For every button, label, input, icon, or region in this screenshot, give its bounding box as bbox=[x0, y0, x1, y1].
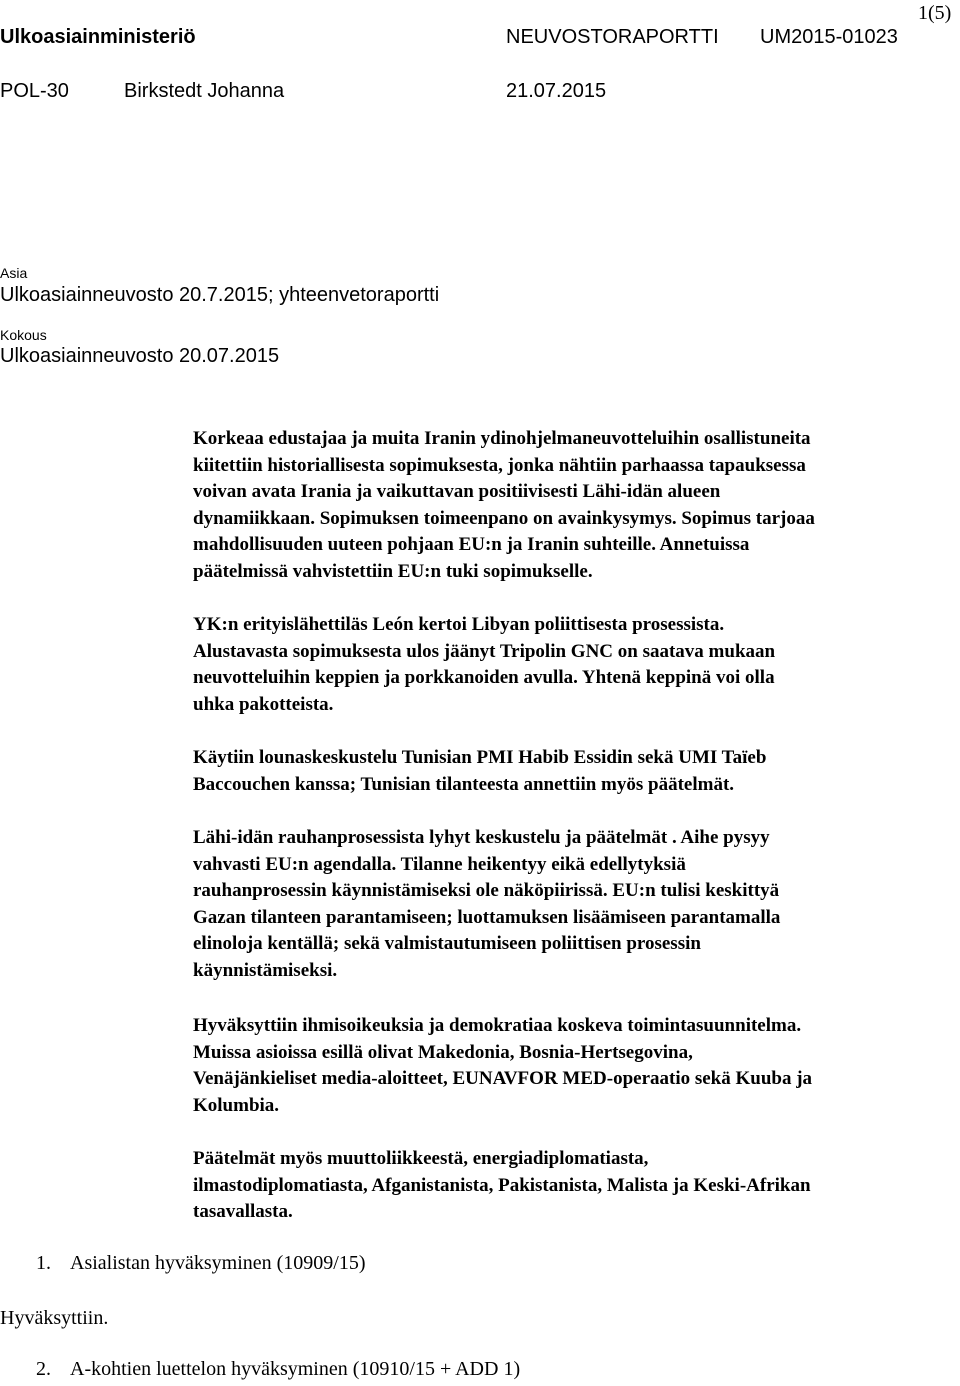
summary-paragraph-tunisia: Käytiin lounaskeskustelu Tunisian PMI Habib Essidin sekä UMI Taïeb Baccouchen kanssa; Tunisian tilanteesta annettiin myös päätelmät. bbox=[193, 747, 767, 795]
organization-name: Ulkoasiainministeriö bbox=[0, 26, 196, 48]
summary-paragraph-human-rights: Hyväksyttiin ihmisoikeuksia ja demokratiaa koskeva toimintasuunnitelma. Muissa asioissa esillä olivat Makedonia, Bosnia-Hertsegovina, Venäjänkieliset media-aloitteet, EUNAVFOR MED-operaatio sekä Kuuba ja Kolumbia. bbox=[193, 1015, 813, 1116]
meeting-value: Ulkoasiainneuvosto 20.07.2015 bbox=[0, 345, 280, 367]
agenda-item-2-title: A-kohtien luettelon hyväksyminen (10910/15 + ADD 1) bbox=[70, 1358, 521, 1380]
summary-paragraph-conclusions: Päätelmät myös muuttoliikkeestä, energiadiplomatiasta, ilmastodiplomatiasta, Afganistanista, Pakistanista, Malista ja Keski-Afrikan tasavallasta. bbox=[193, 1148, 811, 1223]
agenda-item-2-number: 2. bbox=[36, 1358, 51, 1380]
agenda-item-1-title: Asialistan hyväksyminen (10909/15) bbox=[70, 1252, 366, 1274]
meeting-label: Kokous bbox=[0, 327, 47, 343]
subject-value: Ulkoasiainneuvosto 20.7.2015; yhteenvetoraportti bbox=[0, 284, 440, 306]
summary-paragraph-iran: Korkeaa edustajaa ja muita Iranin ydinohjelmaneuvotteluihin osallistuneita kiitettiin historiallisesta sopimuksesta, jonka nähtiin parhaassa tapauksessa voivan avata Irania ja vaikuttavan positiivisesti Lähi-idän alueen dynamiikkaan. Sopimuksen toimeenpano on avainkysymys. Sopimus tarjoaa mahdollisuuden uuteen pohjaan EU:n ja Iranin suhteille. Annetuissa päätelmissä vahvistettiin EU:n tuki sopimukselle. bbox=[193, 428, 815, 582]
agenda-item-1-number: 1. bbox=[36, 1252, 51, 1274]
author-name: Birkstedt Johanna bbox=[124, 80, 285, 102]
document-type: NEUVOSTORAPORTTI bbox=[506, 26, 719, 48]
page-number: 1(5) bbox=[918, 2, 952, 24]
summary-paragraph-middle-east: Lähi-idän rauhanprosessista lyhyt keskustelu ja päätelmät . Aihe pysyy vahvasti EU:n agendalla. Tilanne heikentyy eikä edellytyksiä rauhanprosessin käynnistämiseksi ole näköpiirissä. EU:n tulisi keskittyä Gazan tilanteen parantamiseen; luottamuksen lisäämiseen parantamalla elinoloja kentällä; sekä valmistautumiseen poliittisen prosessin käynnistämiseksi. bbox=[193, 827, 781, 981]
report-date: 21.07.2015 bbox=[506, 80, 607, 102]
summary-paragraph-libya: YK:n erityislähettiläs León kertoi Libyan poliittisesta prosessista. Alustavasta sopimuksesta ulos jäänyt Tripolin GNC on saatava mukaan neuvotteluihin keppien ja porkkanoiden avulla. Yhtenä keppinä voi olla uhka pakotteista. bbox=[193, 614, 776, 715]
unit-code: POL-30 bbox=[0, 80, 69, 102]
document-id: UM2015-01023 bbox=[760, 26, 898, 48]
subject-label: Asia bbox=[0, 265, 28, 281]
agenda-item-1-result: Hyväksyttiin. bbox=[0, 1307, 109, 1329]
